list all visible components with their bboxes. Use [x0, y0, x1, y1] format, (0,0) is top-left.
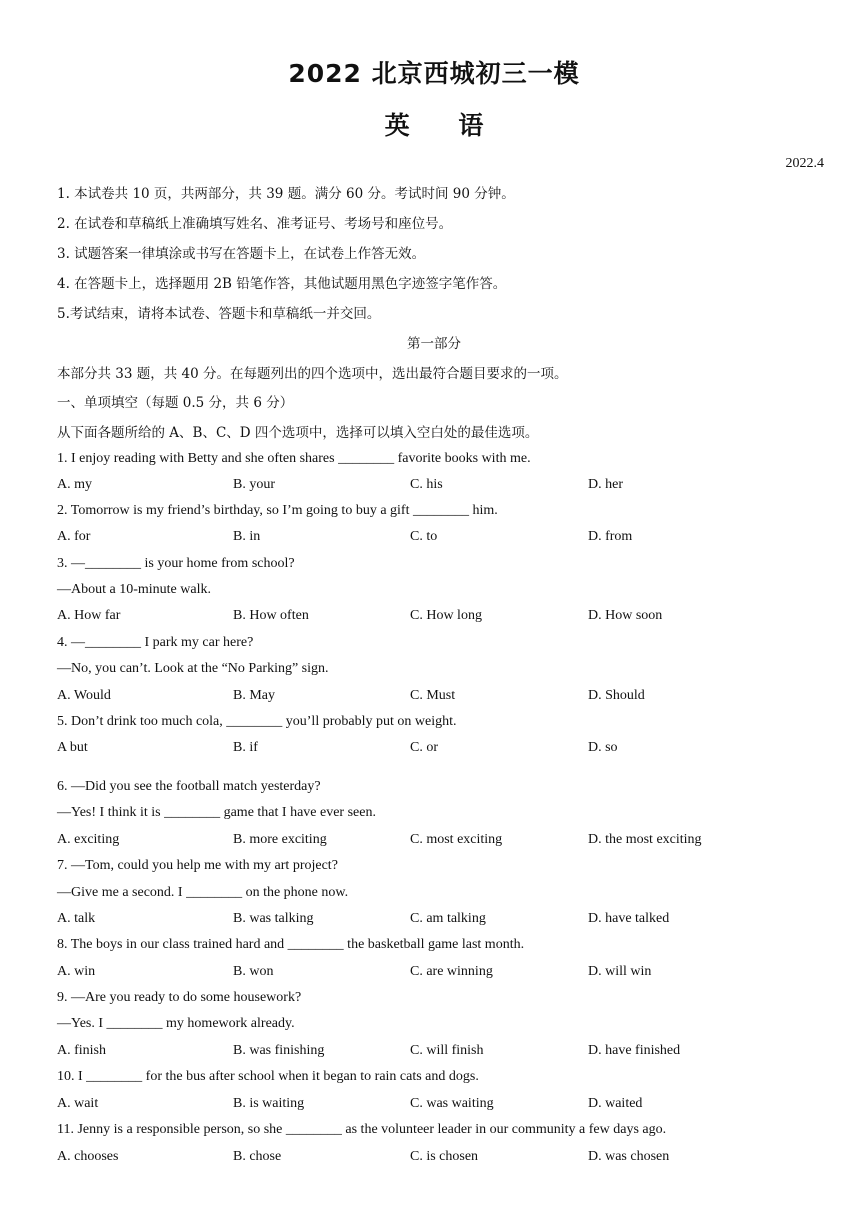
question-10-option-c: C. was waiting [410, 1096, 494, 1111]
question-9-option-b: B. was finishing [233, 1043, 325, 1058]
part-heading: 第一部分 [407, 336, 461, 352]
question-1-option-b: B. your [233, 477, 275, 492]
question-1-option-a: A. my [57, 477, 92, 492]
question-7-option-c: C. am talking [410, 911, 486, 926]
question-3-option-c: C. How long [410, 608, 482, 623]
question-2-option-b: B. in [233, 529, 261, 544]
question-6-option-d: D. the most exciting [588, 832, 702, 847]
section-title: 一、单项填空（每题 0.5 分，共 6 分） [57, 395, 294, 411]
question-1-option-c: C. his [410, 477, 443, 492]
subject-title: 英 语 [384, 111, 484, 140]
question-7-option-a: A. talk [57, 911, 96, 926]
exam-date: 2022.4 [785, 156, 824, 171]
question-6-stem: 6. —Did you see the football match yesterday? [57, 779, 321, 794]
question-9-option-c: C. will finish [410, 1043, 484, 1058]
question-11-option-b: B. chose [233, 1149, 282, 1164]
question-6-response: —Yes! I think it is ________ game that I have ever seen. [57, 805, 376, 820]
question-6-option-b: B. more exciting [233, 832, 327, 847]
question-11-option-d: D. was chosen [588, 1149, 670, 1164]
question-7-option-b: B. was talking [233, 911, 314, 926]
question-2-stem: 2. Tomorrow is my friend’s birthday, so I’m going to buy a gift ________ him. [57, 503, 498, 518]
question-9-response: —Yes. I ________ my homework already. [57, 1016, 295, 1031]
question-5-option-b: B. if [233, 740, 258, 755]
question-4-option-b: B. May [233, 688, 275, 703]
question-9-option-a: A. finish [57, 1043, 106, 1058]
question-10-stem: 10. I ________ for the bus after school when it began to rain cats and dogs. [57, 1069, 479, 1084]
question-4-option-d: D. Should [588, 688, 645, 703]
instruction-1: 1. 本试卷共 10 页，共两部分，共 39 题。满分 60 分。考试时间 90 分钟。 [57, 186, 515, 202]
question-10-option-d: D. waited [588, 1096, 643, 1111]
question-3-option-d: D. How soon [588, 608, 663, 623]
question-11-option-a: A. chooses [57, 1149, 119, 1164]
question-5-option-c: C. or [410, 740, 438, 755]
question-7-response: —Give me a second. I ________ on the phone now. [57, 885, 349, 900]
question-7-stem: 7. —Tom, could you help me with my art project? [57, 858, 338, 873]
exam-title: 2022 北京西城初三一模 [288, 59, 580, 88]
section-directions: 从下面各题所给的 A、B、C、D 四个选项中，选择可以填入空白处的最佳选项。 [57, 425, 539, 441]
question-1-stem: 1. I enjoy reading with Betty and she often shares ________ favorite books with me. [57, 451, 531, 466]
question-3-option-b: B. How often [233, 608, 309, 623]
question-6-option-a: A. exciting [57, 832, 120, 847]
question-2-option-c: C. to [410, 529, 438, 544]
question-5-option-a: A but [57, 740, 88, 755]
question-4-option-c: C. Must [410, 688, 456, 703]
question-8-option-c: C. are winning [410, 964, 493, 979]
question-11-stem: 11. Jenny is a responsible person, so she ________ as the volunteer leader in our community a few days ago. [57, 1122, 667, 1137]
question-5-stem: 5. Don’t drink too much cola, ________ you’ll probably put on weight. [57, 714, 457, 729]
question-11-option-c: C. is chosen [410, 1149, 479, 1164]
part-intro: 本部分共 33 题，共 40 分。在每题列出的四个选项中，选出最符合题目要求的一项。 [57, 366, 568, 382]
question-4-stem: 4. —________ I park my car here? [57, 635, 254, 650]
question-4-response: —No, you can’t. Look at the “No Parking” sign. [57, 661, 329, 676]
instruction-5: 5.考试结束，请将本试卷、答题卡和草稿纸一并交回。 [57, 306, 381, 322]
instruction-2: 2. 在试卷和草稿纸上准确填写姓名、准考证号、考场号和座位号。 [57, 216, 453, 232]
instruction-3: 3. 试题答案一律填涂或书写在答题卡上，在试卷上作答无效。 [57, 246, 426, 262]
question-1-option-d: D. her [588, 477, 623, 492]
question-2-option-d: D. from [588, 529, 633, 544]
question-7-option-d: D. have talked [588, 911, 670, 926]
question-3-response: —About a 10-minute walk. [57, 582, 211, 597]
question-2-option-a: A. for [57, 529, 91, 544]
question-8-option-a: A. win [57, 964, 96, 979]
question-3-option-a: A. How far [57, 608, 121, 623]
question-8-stem: 8. The boys in our class trained hard and ________ the basketball game last month. [57, 937, 525, 952]
instruction-4: 4. 在答题卡上，选择题用 2B 铅笔作答，其他试题用黑色字迹签字笔作答。 [57, 276, 507, 292]
question-8-option-b: B. won [233, 964, 274, 979]
question-3-stem: 3. —________ is your home from school? [57, 556, 295, 571]
question-4-option-a: A. Would [57, 688, 111, 703]
question-9-option-d: D. have finished [588, 1043, 681, 1058]
question-10-option-a: A. wait [57, 1096, 99, 1111]
question-10-option-b: B. is waiting [233, 1096, 305, 1111]
question-9-stem: 9. —Are you ready to do some housework? [57, 990, 302, 1005]
question-8-option-d: D. will win [588, 964, 652, 979]
question-5-option-d: D. so [588, 740, 618, 755]
question-6-option-c: C. most exciting [410, 832, 503, 847]
